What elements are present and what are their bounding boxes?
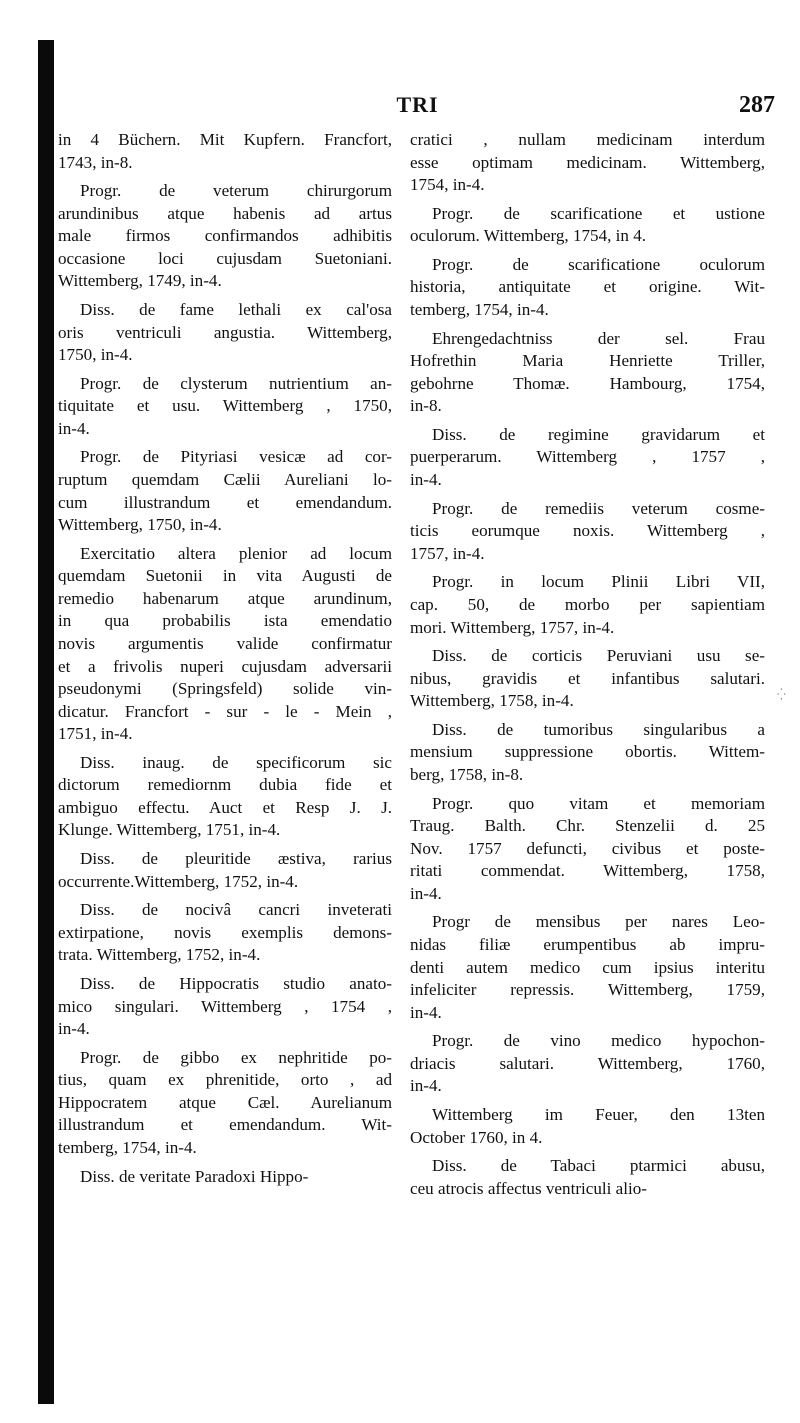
bibliography-entry: [58, 848, 392, 893]
entry-line: remedio habenarum atque arundinum,: [58, 588, 392, 608]
entry-line: dictorum remediornm dubia fide et: [58, 775, 392, 795]
entry-line: quemdam Suetonii in vita Augusti de: [58, 566, 392, 586]
entry-line: Hofrethin Maria Henriette Triller,: [410, 351, 765, 371]
entry-line: Diss. de nocivâ cancri inveterati: [80, 900, 392, 920]
bibliography-entry: [58, 752, 392, 842]
entry-line: temberg, 1754, in-4.: [58, 1137, 197, 1157]
bibliography-entry: [58, 299, 392, 367]
entry-line: in-4.: [410, 470, 442, 490]
bibliography-entry: [58, 129, 392, 174]
entry-line: 1751, in-4.: [58, 724, 133, 744]
entry-line: Progr. de Pityriasi vesicæ ad cor-: [80, 447, 392, 467]
entry-line: pseudonymi (Springsfeld) solide vin-: [58, 679, 392, 699]
entry-line: puerperarum. Wittemberg , 1757 ,: [410, 447, 765, 467]
entry-line: dicatur. Francfort - sur - le - Mein ,: [58, 701, 392, 721]
entry-line: mori. Wittemberg, 1757, in-4.: [410, 617, 615, 637]
page-header: [60, 92, 775, 122]
entry-line: Wittemberg, 1749, in-4.: [58, 271, 222, 291]
entry-line: denti autem medico cum ipsius interitu: [410, 957, 765, 977]
entry-line: in-4.: [410, 883, 442, 903]
entry-line: Diss. de fame lethali ex cal'osa: [80, 300, 392, 320]
entry-line: in-4.: [58, 1019, 90, 1039]
entry-line: 1750, in-4.: [58, 345, 133, 365]
bibliography-entry: [410, 1104, 765, 1149]
entry-line: Progr de mensibus per nares Leo-: [432, 912, 765, 932]
entry-line: Progr. de clysterum nutrientium an-: [80, 373, 392, 393]
entry-line: in 4 Büchern. Mit Kupfern. Francfort,: [58, 130, 392, 149]
bibliography-entry: [58, 1166, 392, 1189]
entry-line: Diss. de corticis Peruviani usu se-: [432, 646, 765, 666]
entry-line: Progr. de gibbo ex nephritide po-: [80, 1047, 392, 1067]
entry-line: Wittemberg, 1750, in-4.: [58, 515, 222, 535]
entry-line: Progr. de veterum chirurgorum: [80, 181, 392, 201]
bibliography-entry: [410, 571, 765, 639]
entry-line: Progr. quo vitam et memoriam: [432, 793, 765, 813]
entry-line: infeliciter repressis. Wittemberg, 1759,: [410, 980, 765, 1000]
bibliography-entry: [58, 543, 392, 746]
bibliography-entry: [58, 973, 392, 1041]
entry-line: occurrente.Wittemberg, 1752, in-4.: [58, 871, 299, 891]
bibliography-entry: [410, 911, 765, 1024]
entry-line: cum illustrandum et emendandum.: [58, 492, 392, 512]
entry-line: nibus, gravidis et infantibus salutari.: [410, 668, 765, 688]
entry-line: ruptum quemdam Cælii Aureliani lo-: [58, 470, 392, 490]
bibliography-entry: [410, 254, 765, 322]
entry-line: Wittemberg, 1758, in-4.: [410, 691, 574, 711]
entry-line: occasione loci cujusdam Suetoniani.: [58, 248, 392, 268]
entry-line: Diss. de tumoribus singularibus a: [432, 719, 765, 739]
entry-line: driacis salutari. Wittemberg, 1760,: [410, 1053, 765, 1073]
entry-line: Progr. de scarificatione et ustione: [432, 203, 765, 223]
entry-line: Progr. de scarificatione oculorum: [432, 254, 765, 274]
entry-line: mensium suppressione obortis. Wittem-: [410, 742, 765, 762]
entry-line: Diss. inaug. de specificorum sic: [80, 752, 392, 772]
left-column: [58, 129, 392, 1194]
entry-line: October 1760, in 4.: [410, 1127, 543, 1147]
entry-line: Nov. 1757 defuncti, civibus et poste-: [410, 838, 765, 858]
entry-line: extirpatione, novis exemplis demons-: [58, 922, 392, 942]
entry-line: oris ventriculi angustia. Wittemberg,: [58, 322, 392, 342]
bibliography-entry: [58, 899, 392, 967]
entry-line: Diss. de regimine gravidarum et: [432, 424, 765, 444]
entry-line: oculorum. Wittemberg, 1754, in 4.: [410, 226, 647, 246]
bibliography-entry: [410, 645, 765, 713]
entry-line: et a frivolis nuperi cujusdam adversarii: [58, 656, 392, 676]
entry-line: historia, antiquitate et origine. Wit-: [410, 277, 765, 297]
entry-line: in-4.: [58, 418, 90, 438]
entry-line: Progr. in locum Plinii Libri VII,: [432, 572, 765, 592]
entry-line: tius, quam ex phrenitide, orto , ad: [58, 1070, 392, 1090]
entry-line: novis argumentis valide confirmatur: [58, 633, 392, 653]
bibliography-entry: [410, 793, 765, 906]
entry-line: mico singulari. Wittemberg , 1754 ,: [58, 996, 392, 1016]
entry-line: in qua probabilis ista emendatio: [58, 611, 392, 631]
entry-line: 1743, in-8.: [58, 152, 133, 172]
entry-line: Wittemberg im Feuer, den 13ten: [432, 1105, 765, 1124]
bibliography-entry: [410, 719, 765, 787]
entry-line: Klunge. Wittemberg, 1751, in-4.: [58, 820, 281, 840]
entry-line: male firmos confirmandos adhibitis: [58, 226, 392, 246]
bibliography-entry: [410, 328, 765, 418]
entry-line: illustrandum et emendandum. Wit-: [58, 1115, 392, 1135]
entry-line: Hippocratem atque Cæl. Aurelianum: [58, 1092, 392, 1112]
bibliography-entry: [58, 446, 392, 536]
entry-line: Ehrengedachtniss der sel. Frau: [432, 328, 765, 348]
entry-line: Progr. de remediis veterum cosme-: [432, 498, 765, 518]
right-column: [410, 129, 765, 1206]
entry-line: 1754, in-4.: [410, 175, 485, 195]
entry-line: temberg, 1754, in-4.: [410, 300, 549, 320]
entry-line: Progr. de vino medico hypochon-: [432, 1031, 765, 1051]
bibliography-entry: [58, 180, 392, 293]
entry-line: esse optimam medicinam. Wittemberg,: [410, 152, 765, 172]
entry-line: ambiguo effectu. Auct et Resp J. J.: [58, 797, 392, 817]
entry-line: ritati commendat. Wittemberg, 1758,: [410, 861, 765, 881]
bibliography-entry: [410, 1155, 765, 1200]
entry-line: Diss. de pleuritide æstiva, rarius: [80, 849, 392, 869]
entry-line: ceu atrocis affectus ventriculi alio-: [410, 1178, 647, 1198]
bibliography-entry: [58, 373, 392, 441]
entry-line: cratici , nullam medicinam interdum: [410, 130, 765, 149]
entry-line: berg, 1758, in-8.: [410, 764, 524, 784]
entry-line: trata. Wittemberg, 1752, in-4.: [58, 945, 261, 965]
entry-line: Diss. de veritate Paradoxi Hippo-: [80, 1166, 309, 1186]
running-head: TRI: [396, 92, 439, 117]
entry-line: in-4.: [410, 1002, 442, 1022]
page-number: 287: [739, 92, 775, 118]
bibliography-entry: [410, 1030, 765, 1098]
entry-line: cap. 50, de morbo per sapientiam: [410, 594, 765, 614]
entry-line: gebohrne Thomæ. Hambourg, 1754,: [410, 373, 765, 393]
bibliography-entry: [410, 203, 765, 248]
entry-line: Traug. Balth. Chr. Stenzelii d. 25: [410, 816, 765, 836]
entry-line: in-8.: [410, 396, 442, 416]
bibliography-entry: [58, 1047, 392, 1160]
entry-line: tiquitate et usu. Wittemberg , 1750,: [58, 396, 392, 416]
entry-line: arundinibus atque habenis ad artus: [58, 203, 392, 223]
entry-line: Diss. de Hippocratis studio anato-: [80, 973, 392, 993]
bibliography-entry: [410, 129, 765, 197]
entry-line: Diss. de Tabaci ptarmici abusu,: [432, 1156, 765, 1176]
entry-line: Exercitatio altera plenior ad locum: [80, 543, 392, 563]
entry-line: ticis eorumque noxis. Wittemberg ,: [410, 521, 765, 541]
margin-mark: ⁛: [777, 689, 786, 701]
scan-binding-edge: [38, 40, 54, 1404]
bibliography-entry: [410, 424, 765, 492]
bibliography-entry: [410, 498, 765, 566]
entry-line: nidas filiæ erumpentibus ab impru-: [410, 934, 765, 954]
entry-line: 1757, in-4.: [410, 543, 485, 563]
entry-line: in-4.: [410, 1076, 442, 1096]
